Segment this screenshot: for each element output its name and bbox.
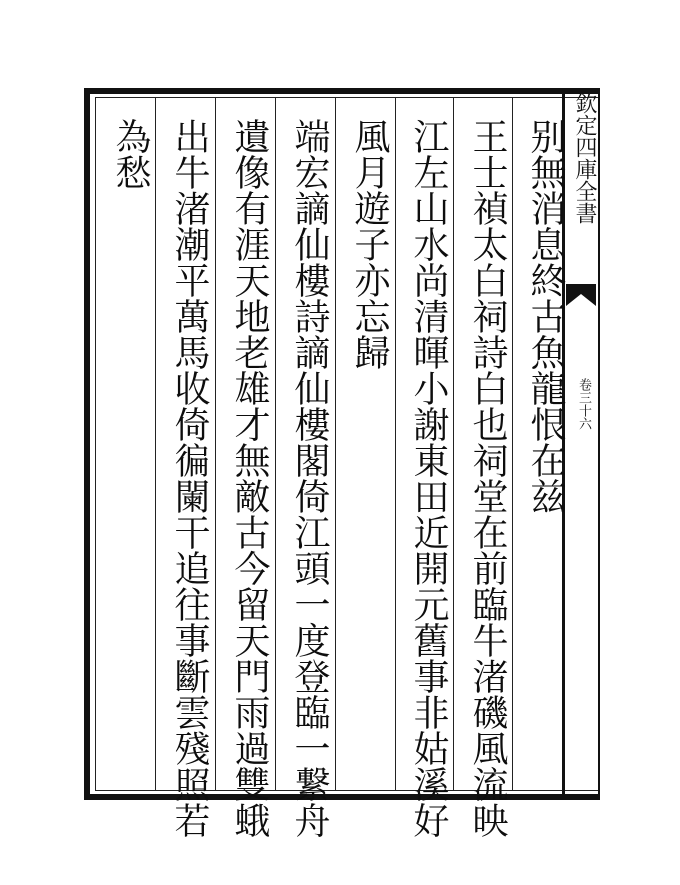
banxin-juan-number: 卷三十六 <box>576 378 591 430</box>
text-column-6: 遺像有涯天地老雄才無敵古今留天門雨過雙蛾 <box>229 118 270 838</box>
column-rule <box>335 97 336 791</box>
column-rule <box>155 97 156 791</box>
column-rule <box>453 97 454 791</box>
text-column-7: 出牛渚潮平萬馬收倚徧闌干追往事斷雲殘照若 <box>169 118 210 838</box>
column-rule <box>275 97 276 791</box>
text-column-4: 風月遊子亦忘歸 <box>349 118 390 370</box>
text-column-8: 為愁 <box>110 118 151 190</box>
text-column-2: 王士禎太白祠詩白也祠堂在前臨牛渚磯風流映 <box>467 118 508 838</box>
banxin-title: 欽定四庫全書 <box>572 92 597 224</box>
text-column-5: 端宏謫仙樓詩謫仙樓閣倚江頭一度登臨一繋舟 <box>289 118 330 838</box>
column-rule <box>395 97 396 791</box>
column-rule <box>215 97 216 791</box>
fishtail-mark-icon <box>566 284 596 310</box>
margin-band-right-line <box>598 88 600 800</box>
text-column-3: 江左山水尚清暉小謝東田近開元舊事非姑溪好 <box>408 118 449 838</box>
text-column-1: 别無消息終古魚龍恨在兹 <box>525 118 566 514</box>
column-rule <box>512 97 513 791</box>
